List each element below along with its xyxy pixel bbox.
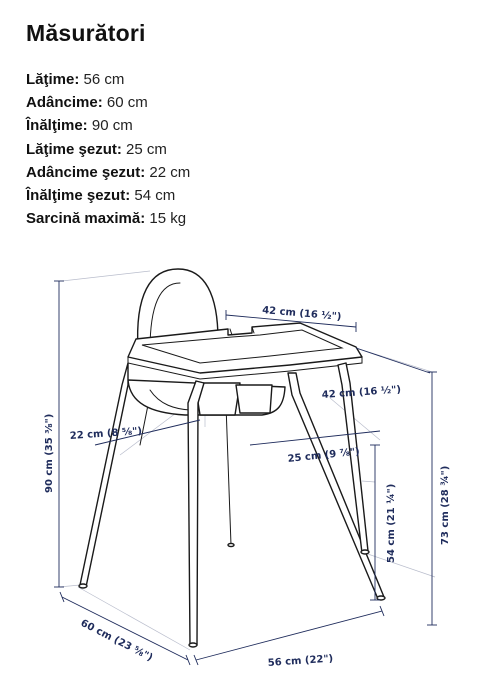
spec-label: Lăţime:: [26, 71, 80, 88]
spec-label: Adâncime:: [26, 94, 103, 112]
dim-label-width: 56 cm (22"): [267, 653, 334, 669]
spec-seat-width: [26, 138, 190, 161]
spec-label: Lăţime şezut:: [26, 140, 122, 158]
spec-value: 54 cm: [130, 186, 176, 204]
spec-label: Adâncime şezut:: [26, 163, 146, 181]
spec-depth: [26, 91, 190, 114]
spec-seat-depth: [26, 161, 190, 184]
spec-label: Înălţime şezut:: [26, 186, 131, 204]
spec-value: 56 cm: [79, 71, 125, 88]
spec-label: Sarcină maximă:: [26, 210, 146, 228]
spec-value: 22 cm: [145, 163, 191, 181]
dim-label-seat-depth: 22 cm (8 ⅝"): [69, 425, 143, 442]
spec-height: [26, 114, 190, 137]
spec-label: Înălţime:: [26, 117, 88, 135]
spec-seat-height: [26, 184, 190, 207]
dim-label-seat-height: 54 cm (21 ¼"): [386, 483, 397, 563]
spec-max-load: [26, 207, 190, 230]
spec-value: 90 cm: [87, 117, 133, 135]
spec-list: [26, 68, 190, 230]
dim-label-depth: 60 cm (23 ⅝"): [78, 617, 155, 664]
spec-width: [26, 68, 190, 91]
dim-label-total-height: 90 cm (35 ⅜"): [44, 413, 55, 493]
spec-value: 15 kg: [145, 210, 187, 228]
spec-value: 60 cm: [102, 94, 148, 112]
highchair-dimension-diagram: [0, 255, 489, 699]
page-title: Măsurători: [26, 20, 146, 46]
dim-label-seat-width: 25 cm (9 ⅞"): [287, 446, 361, 465]
dim-label-tray-height: 73 cm (28 ¾"): [440, 465, 451, 545]
spec-value: 25 cm: [121, 140, 167, 158]
dim-label-tray-width: 42 cm (16 ½"): [261, 305, 342, 323]
dim-label-tray-depth: 42 cm (16 ½"): [321, 384, 402, 401]
